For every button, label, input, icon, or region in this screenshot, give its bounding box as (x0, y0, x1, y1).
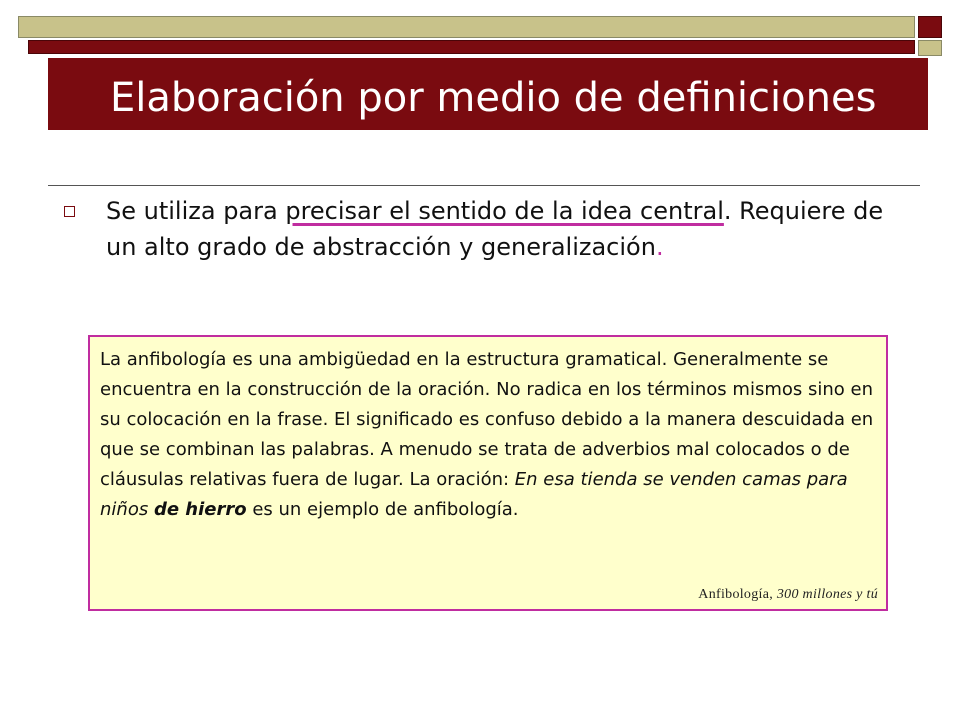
quote-example-italic: En esa tienda se venden camas para niños (100, 469, 848, 520)
decorative-square-maroon (918, 16, 942, 38)
decorative-bar-olive (18, 16, 915, 38)
credit-book: 300 millones y tú (776, 587, 878, 602)
bullet-text-end: . Requiere de un alto grado de abstracción y generalización (106, 197, 884, 261)
quote-paragraph (100, 345, 880, 525)
quote-text-end: es un ejemplo de anfibología. (246, 499, 519, 520)
decorative-square-olive (918, 40, 942, 56)
square-bullet-icon (64, 206, 75, 217)
decorative-bar-maroon (28, 40, 915, 54)
slide-title: Elaboración por medio de definiciones (110, 75, 877, 121)
divider-line (48, 185, 920, 186)
underlined-phrase: precisar el sentido de la idea central (285, 197, 724, 225)
bullet-final-dot: . (655, 233, 664, 261)
quote-box (88, 335, 888, 611)
quote-credit (698, 587, 878, 603)
bullet-text-start: Se utiliza para (106, 197, 286, 225)
quote-example-bold: de hierro (153, 499, 247, 520)
bullet-paragraph (106, 193, 906, 265)
quote-text-main: La anfibología es una ambigüedad en la estructura gramatical. Generalmente se encuentra en la construcción de la oración. No radica en los términos mismos sino en su colocación en la frase. El significado es confuso debido a la manera descuidada en que se combinan las palabras. A menudo se trata de adverbios mal colocados o de cláusulas relativas fuera de lugar. La oración: (100, 349, 874, 490)
credit-source: Anfibología, (698, 587, 777, 602)
